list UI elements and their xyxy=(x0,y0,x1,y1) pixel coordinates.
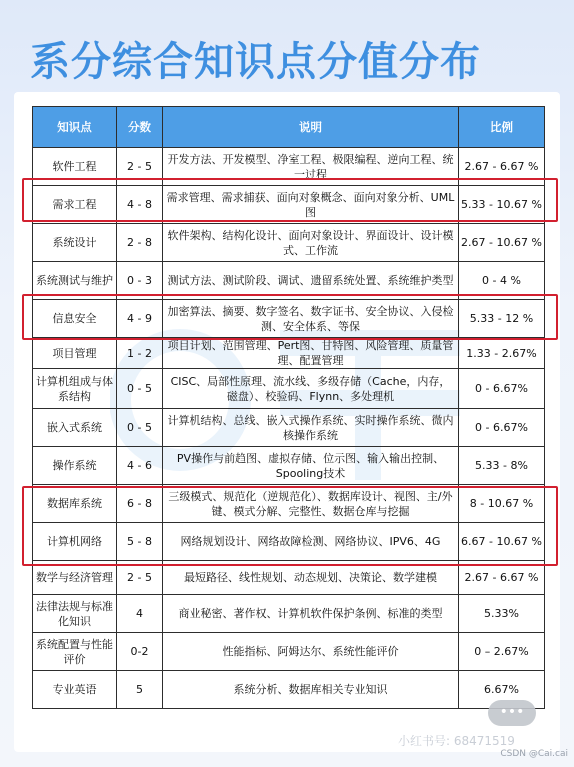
cell-score: 0-2 xyxy=(117,633,163,671)
cell-topic: 数学与经济管理 xyxy=(33,561,117,595)
table-header-row xyxy=(33,107,545,148)
cell-score: 0 - 5 xyxy=(117,369,163,409)
cell-ratio: 5.33 - 12 % xyxy=(459,300,545,338)
cell-score: 4 xyxy=(117,595,163,633)
cell-ratio: 8 - 10.67 % xyxy=(459,485,545,523)
cell-description: 需求管理、需求捕获、面向对象概念、面向对象分析、UML图 xyxy=(163,186,459,224)
table-row xyxy=(33,485,545,523)
table-row xyxy=(33,633,545,671)
cell-description: 三级模式、规范化（逆规范化）、数据库设计、视图、主/外键、模式分解、完整性、数据仓库与挖掘 xyxy=(163,485,459,523)
more-options-icon[interactable]: ••• xyxy=(488,700,536,726)
cell-score: 4 - 9 xyxy=(117,300,163,338)
header-ratio: 比例 xyxy=(459,107,545,148)
table-row xyxy=(33,369,545,409)
cell-ratio: 5.33% xyxy=(459,595,545,633)
cell-score: 0 - 3 xyxy=(117,262,163,300)
cell-topic: 嵌入式系统 xyxy=(33,409,117,447)
header-score: 分数 xyxy=(117,107,163,148)
cell-score: 6 - 8 xyxy=(117,485,163,523)
cell-ratio: 2.67 - 10.67 % xyxy=(459,224,545,262)
cell-description: 最短路径、线性规划、动态规划、决策论、数学建模 xyxy=(163,561,459,595)
table-row xyxy=(33,523,545,561)
cell-description: 软件架构、结构化设计、面向对象设计、界面设计、设计模式、工作流 xyxy=(163,224,459,262)
cell-topic: 信息安全 xyxy=(33,300,117,338)
cell-ratio: 5.33 - 10.67 % xyxy=(459,186,545,224)
cell-topic: 法律法规与标准化知识 xyxy=(33,595,117,633)
cell-ratio: 6.67% xyxy=(459,671,545,709)
cell-description: 商业秘密、著作权、计算机软件保护条例、标准的类型 xyxy=(163,595,459,633)
table-row xyxy=(33,224,545,262)
cell-topic: 系统设计 xyxy=(33,224,117,262)
cell-topic: 系统配置与性能评价 xyxy=(33,633,117,671)
table-row xyxy=(33,595,545,633)
cell-topic: 项目管理 xyxy=(33,338,117,369)
cell-topic: 计算机组成与体系结构 xyxy=(33,369,117,409)
cell-score: 2 - 5 xyxy=(117,148,163,186)
cell-ratio: 1.33 - 2.67% xyxy=(459,338,545,369)
cell-score: 2 - 8 xyxy=(117,224,163,262)
cell-ratio: 0 - 6.67% xyxy=(459,369,545,409)
cell-description: PV操作与前趋图、虚拟存储、位示图、输入输出控制、Spooling技术 xyxy=(163,447,459,485)
table-row xyxy=(33,148,545,186)
header-description: 说明 xyxy=(163,107,459,148)
header-topic: 知识点 xyxy=(33,107,117,148)
cell-topic: 系统测试与维护 xyxy=(33,262,117,300)
table-row xyxy=(33,338,545,369)
cell-score: 5 xyxy=(117,671,163,709)
cell-description: 系统分析、数据库相关专业知识 xyxy=(163,671,459,709)
table-row xyxy=(33,186,545,224)
cell-score: 4 - 8 xyxy=(117,186,163,224)
cell-topic: 软件工程 xyxy=(33,148,117,186)
cell-score: 0 - 5 xyxy=(117,409,163,447)
cell-topic: 数据库系统 xyxy=(33,485,117,523)
cell-topic: 计算机网络 xyxy=(33,523,117,561)
table-row xyxy=(33,447,545,485)
cell-ratio: 0 - 6.67% xyxy=(459,409,545,447)
table-row xyxy=(33,300,545,338)
cell-score: 4 - 6 xyxy=(117,447,163,485)
cell-ratio: 2.67 - 6.67 % xyxy=(459,561,545,595)
cell-score: 2 - 5 xyxy=(117,561,163,595)
footer-watermark: 小红书号: 68471519 xyxy=(398,734,515,748)
cell-description: 开发方法、开发模型、净室工程、极限编程、逆向工程、统一过程 xyxy=(163,148,459,186)
cell-ratio: 0 - 4 % xyxy=(459,262,545,300)
table-row xyxy=(33,561,545,595)
cell-description: 性能指标、阿姆达尔、系统性能评价 xyxy=(163,633,459,671)
cell-ratio: 2.67 - 6.67 % xyxy=(459,148,545,186)
cell-description: 计算机结构、总线、嵌入式操作系统、实时操作系统、微内核操作系统 xyxy=(163,409,459,447)
cell-description: CISC、局部性原理、流水线、多级存储（Cache，内存，磁盘）、校验码、Flynn、多处理机 xyxy=(163,369,459,409)
cell-ratio: 0 – 2.67% xyxy=(459,633,545,671)
cell-score: 1 - 2 xyxy=(117,338,163,369)
cell-description: 加密算法、摘要、数字签名、数字证书、安全协议、入侵检测、安全体系、等保 xyxy=(163,300,459,338)
page-title: 系分综合知识点分值分布 xyxy=(30,39,481,85)
cell-description: 项目计划、范围管理、Pert图、甘特图、风险管理、质量管理、配置管理 xyxy=(163,338,459,369)
cell-topic: 操作系统 xyxy=(33,447,117,485)
knowledge-score-table xyxy=(32,106,545,709)
cell-ratio: 6.67 - 10.67 % xyxy=(459,523,545,561)
table-row xyxy=(33,262,545,300)
cell-description: 测试方法、测试阶段、调试、遗留系统处置、系统维护类型 xyxy=(163,262,459,300)
cell-score: 5 - 8 xyxy=(117,523,163,561)
cell-ratio: 5.33 - 8% xyxy=(459,447,545,485)
table-row xyxy=(33,409,545,447)
cell-topic: 需求工程 xyxy=(33,186,117,224)
cell-topic: 专业英语 xyxy=(33,671,117,709)
table-row xyxy=(33,671,545,709)
footer-credit: CSDN @Cai.cai xyxy=(500,749,568,759)
cell-description: 网络规划设计、网络故障检测、网络协议、IPV6、4G xyxy=(163,523,459,561)
